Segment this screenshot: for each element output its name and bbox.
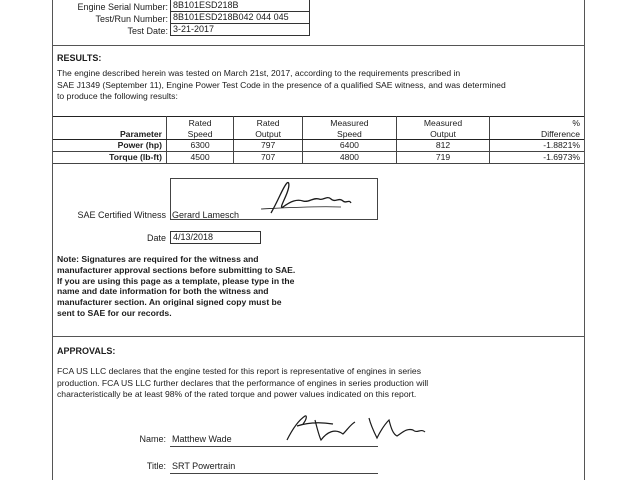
results-paragraph: [57, 68, 506, 103]
table-header-cell: Speed: [167, 128, 234, 140]
test-run-value: 8B101ESD218B042 044 045: [173, 12, 289, 22]
table-cell: 812: [396, 140, 490, 152]
test-date-field: [170, 24, 310, 36]
test-date-value: 3-21-2017: [173, 24, 215, 34]
results-heading: RESULTS:: [57, 53, 102, 63]
results-line: The engine described herein was tested on March 21st, 2017, according to the requirements prescribed in: [57, 68, 461, 78]
table-header-row: [53, 128, 584, 140]
approval-name-value: Matthew Wade: [172, 434, 232, 444]
engine-serial-field: [170, 0, 310, 12]
engine-serial-value: 8B101ESD218B: [173, 0, 239, 10]
note-line: Note: Signatures are required for the witness and: [57, 254, 259, 264]
manufacturer-signature-image: [257, 410, 457, 446]
test-run-field: [170, 12, 310, 24]
results-line: to produce the following results:: [57, 91, 178, 102]
table-header-cell: Output: [234, 128, 303, 140]
results-line: SAE J1349 (September 11), Engine Power Test Code in the presence of a qualified SAE witness, and was determined: [57, 79, 506, 90]
table-cell: 6400: [303, 140, 397, 152]
manufacturer-signature-svg: [257, 410, 457, 446]
approvals-line: FCA US LLC declares that the engine tested for this report is representative of engines in series: [57, 366, 421, 376]
table-header-cell: [53, 117, 167, 129]
table-header-cell: Output: [396, 128, 490, 140]
table-header-cell: Speed: [303, 128, 397, 140]
table-header-cell: Rated: [167, 117, 234, 129]
note-line: manufacturer section. An original signed copy must be: [57, 297, 282, 308]
table-cell: 707: [234, 152, 303, 164]
document-page: [52, 0, 585, 480]
approval-title-line: [170, 473, 378, 474]
table-cell: 4500: [167, 152, 234, 164]
table-header-cell: Parameter: [53, 128, 167, 140]
table-cell: -1.6973%: [490, 152, 584, 164]
table-header-cell: Measured: [396, 117, 490, 129]
table-cell: Power (hp): [53, 140, 167, 152]
table-cell: 4800: [303, 152, 397, 164]
witness-label: SAE Certified Witness: [77, 210, 166, 220]
table-header-cell: Difference: [490, 128, 584, 140]
results-table: [53, 116, 584, 164]
note-line: manufacturer approval sections before submitting to SAE.: [57, 264, 296, 275]
table-cell: 719: [396, 152, 490, 164]
approval-name-label: Name:: [139, 434, 166, 444]
note-line: sent to SAE for our records.: [57, 307, 172, 318]
table-header-cell: Measured: [303, 117, 397, 129]
table-cell: 6300: [167, 140, 234, 152]
table-row: [53, 152, 584, 164]
table-header-cell: Rated: [234, 117, 303, 129]
witness-date-field: [170, 231, 261, 244]
witness-date-value: 4/13/2018: [173, 232, 214, 242]
section-divider: [53, 45, 584, 46]
table-cell: -1.8821%: [490, 140, 584, 152]
approval-title-label: Title:: [146, 461, 166, 471]
note-line: name and date information for both the witness and: [57, 286, 269, 297]
table-header-cell: %: [490, 117, 584, 129]
table-row: [53, 140, 584, 152]
approvals-line: production. FCA US LLC further declares that the performance of engines in series production will: [57, 377, 429, 388]
approvals-line: characteristically be at least 98% of the rated torque and power values indicated on this report.: [57, 389, 417, 400]
table-cell: 797: [234, 140, 303, 152]
witness-name: Gerard Lamesch: [172, 210, 240, 220]
note-line: If you are using this page as a template, please type in the: [57, 275, 295, 286]
approvals-paragraph: [57, 366, 428, 401]
section-divider: [53, 336, 584, 337]
note-block: [57, 254, 295, 319]
approval-title-value: SRT Powertrain: [172, 461, 236, 471]
test-date-label: Test Date:: [127, 26, 168, 36]
witness-date-label: Date: [146, 233, 166, 243]
approval-name-line: [170, 446, 378, 447]
approvals-heading: APPROVALS:: [57, 346, 116, 356]
test-run-label: Test/Run Number:: [95, 14, 168, 24]
table-header-row: [53, 117, 584, 129]
table-cell: Torque (lb-ft): [53, 152, 167, 164]
engine-serial-label: Engine Serial Number:: [77, 2, 168, 12]
